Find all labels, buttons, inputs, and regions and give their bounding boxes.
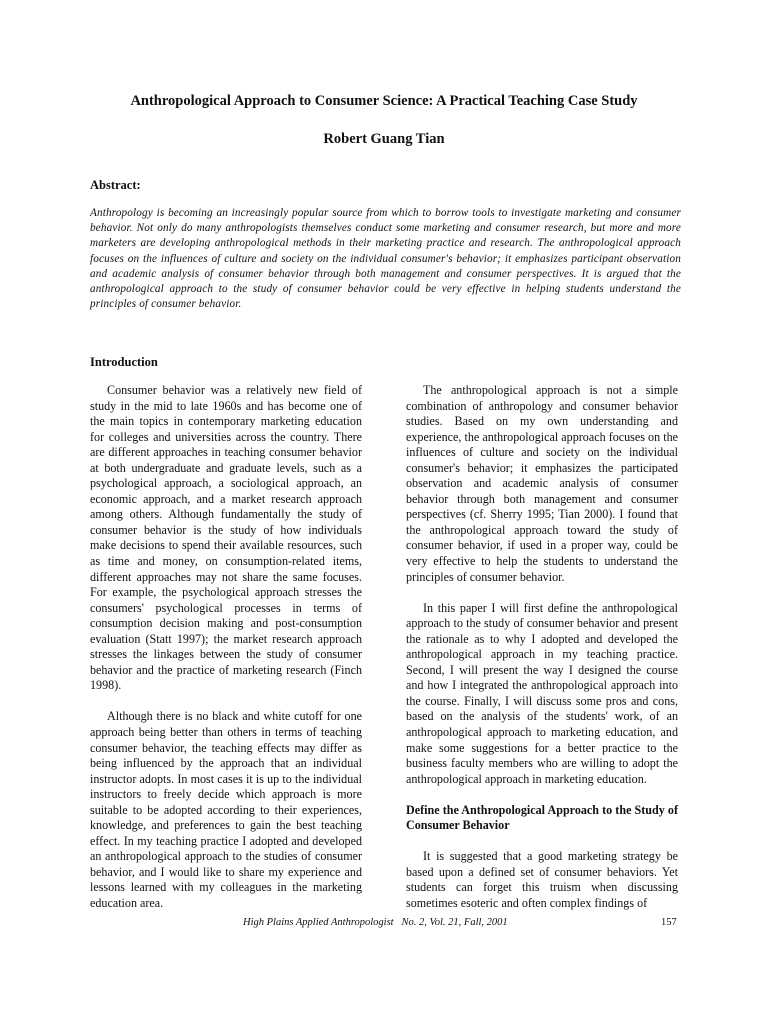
intro-paragraph: Consumer behavior was a relatively new field of study in the mid to late 1960s and has become one of the main topics in contemporary marketing education for colleges and universities across the country. There are different approaches in teaching consumer behavior at both undergraduate and graduate levels, such as a psychological approach, a sociological approach, an economic approach, and a market research approach among others. Although fundamentally the study of consumer behavior is the study of how individuals make decisions to spend their available resources, such as time and money, on consumption-related items, different approaches may not share the same focuses. For example, the psychological approach stresses the consumers' psychological processes in terms of consumption decision making and post-consumption evaluation (Statt 1997); the market research approach stresses the linkages between the study of consumer behavior and the practice of marketing research (Finch 1998). xyxy=(90,383,362,693)
right-column xyxy=(406,383,678,911)
page-number: 157 xyxy=(661,917,677,928)
intro-paragraph: The anthropological approach is not a simple combination of anthropology and consumer behavior studies. Based on my own understanding and experience, the anthropological approach focuses on the influences of culture and society on the individual consumer's behavior; it emphasizes the participated observation and academic analysis of consumer behavior through both management and consumer perspectives (cf. Sherry 1995; Tian 2000). I found that the anthropological approach toward the study of consumer behavior, if used in a proper way, could be very effective to help the students to understand the principles of consumer behavior. xyxy=(406,383,678,584)
paper-title: Anthropological Approach to Consumer Science: A Practical Teaching Case Study xyxy=(130,93,638,109)
left-column xyxy=(90,383,362,912)
abstract-heading: Abstract: xyxy=(90,178,141,192)
section-heading-define: Define the Anthropological Approach to the Study of Consumer Behavior xyxy=(406,802,678,833)
journal-citation: High Plains Applied Anthropologist No. 2, Vol. 21, Fall, 2001 xyxy=(243,917,508,928)
abstract-text: Anthropology is becoming an increasingly popular source from which to borrow tools to investigate marketing and consumer behavior. Not only do many anthropologists themselves conduct some marketing and consumer research, but more and more marketers are developing anthropological methods in their marketing practice and research. The anthropological approach focuses on the influences of culture and society on the individual consumer's behavior; it emphasizes participant observation and academic analysis of consumer behavior through both management and consumer perspectives. It is argued that the anthropological approach to the study of consumer behavior could be very effective in helping students understand the principles of consumer behavior. xyxy=(90,207,681,311)
author-name: Robert Guang Tian xyxy=(323,131,445,147)
intro-paragraph: In this paper I will first define the anthropological approach to the study of consumer behavior and present the rationale as to why I adopted and developed the anthropological approach in my teaching practice. Second, I will present the way I designed the course and how I integrated the anthropological approach into the course. Finally, I will discuss some pros and cons, based on the analysis of the students' work, of an anthropological approach to marketing education, and make some suggestions for a better practice to the business faculty members who are willing to adopt the anthropological approach in marketing education. xyxy=(406,600,678,786)
introduction-heading: Introduction xyxy=(90,355,158,369)
define-paragraph: It is suggested that a good marketing strategy be based upon a defined set of consumer behaviors. Yet students can forget this truism when discussing sometimes esoteric and often complex findings of xyxy=(406,849,678,910)
intro-paragraph: Although there is no black and white cutoff for one approach being better than others in terms of teaching consumer behavior, the teaching effects may differ as being influenced by the approach that an individual instructor adopts. In most cases it is up to the individual instructors to freely decide which approach is more suitable to be adopted according to their experiences, knowledge, and preferences to gain the best teaching effect. In my teaching practice I adopted and developed an anthropological approach to the studies of consumer behavior, and I would like to share my experience and lessons learned with my colleagues in the marketing education area. xyxy=(90,709,362,910)
